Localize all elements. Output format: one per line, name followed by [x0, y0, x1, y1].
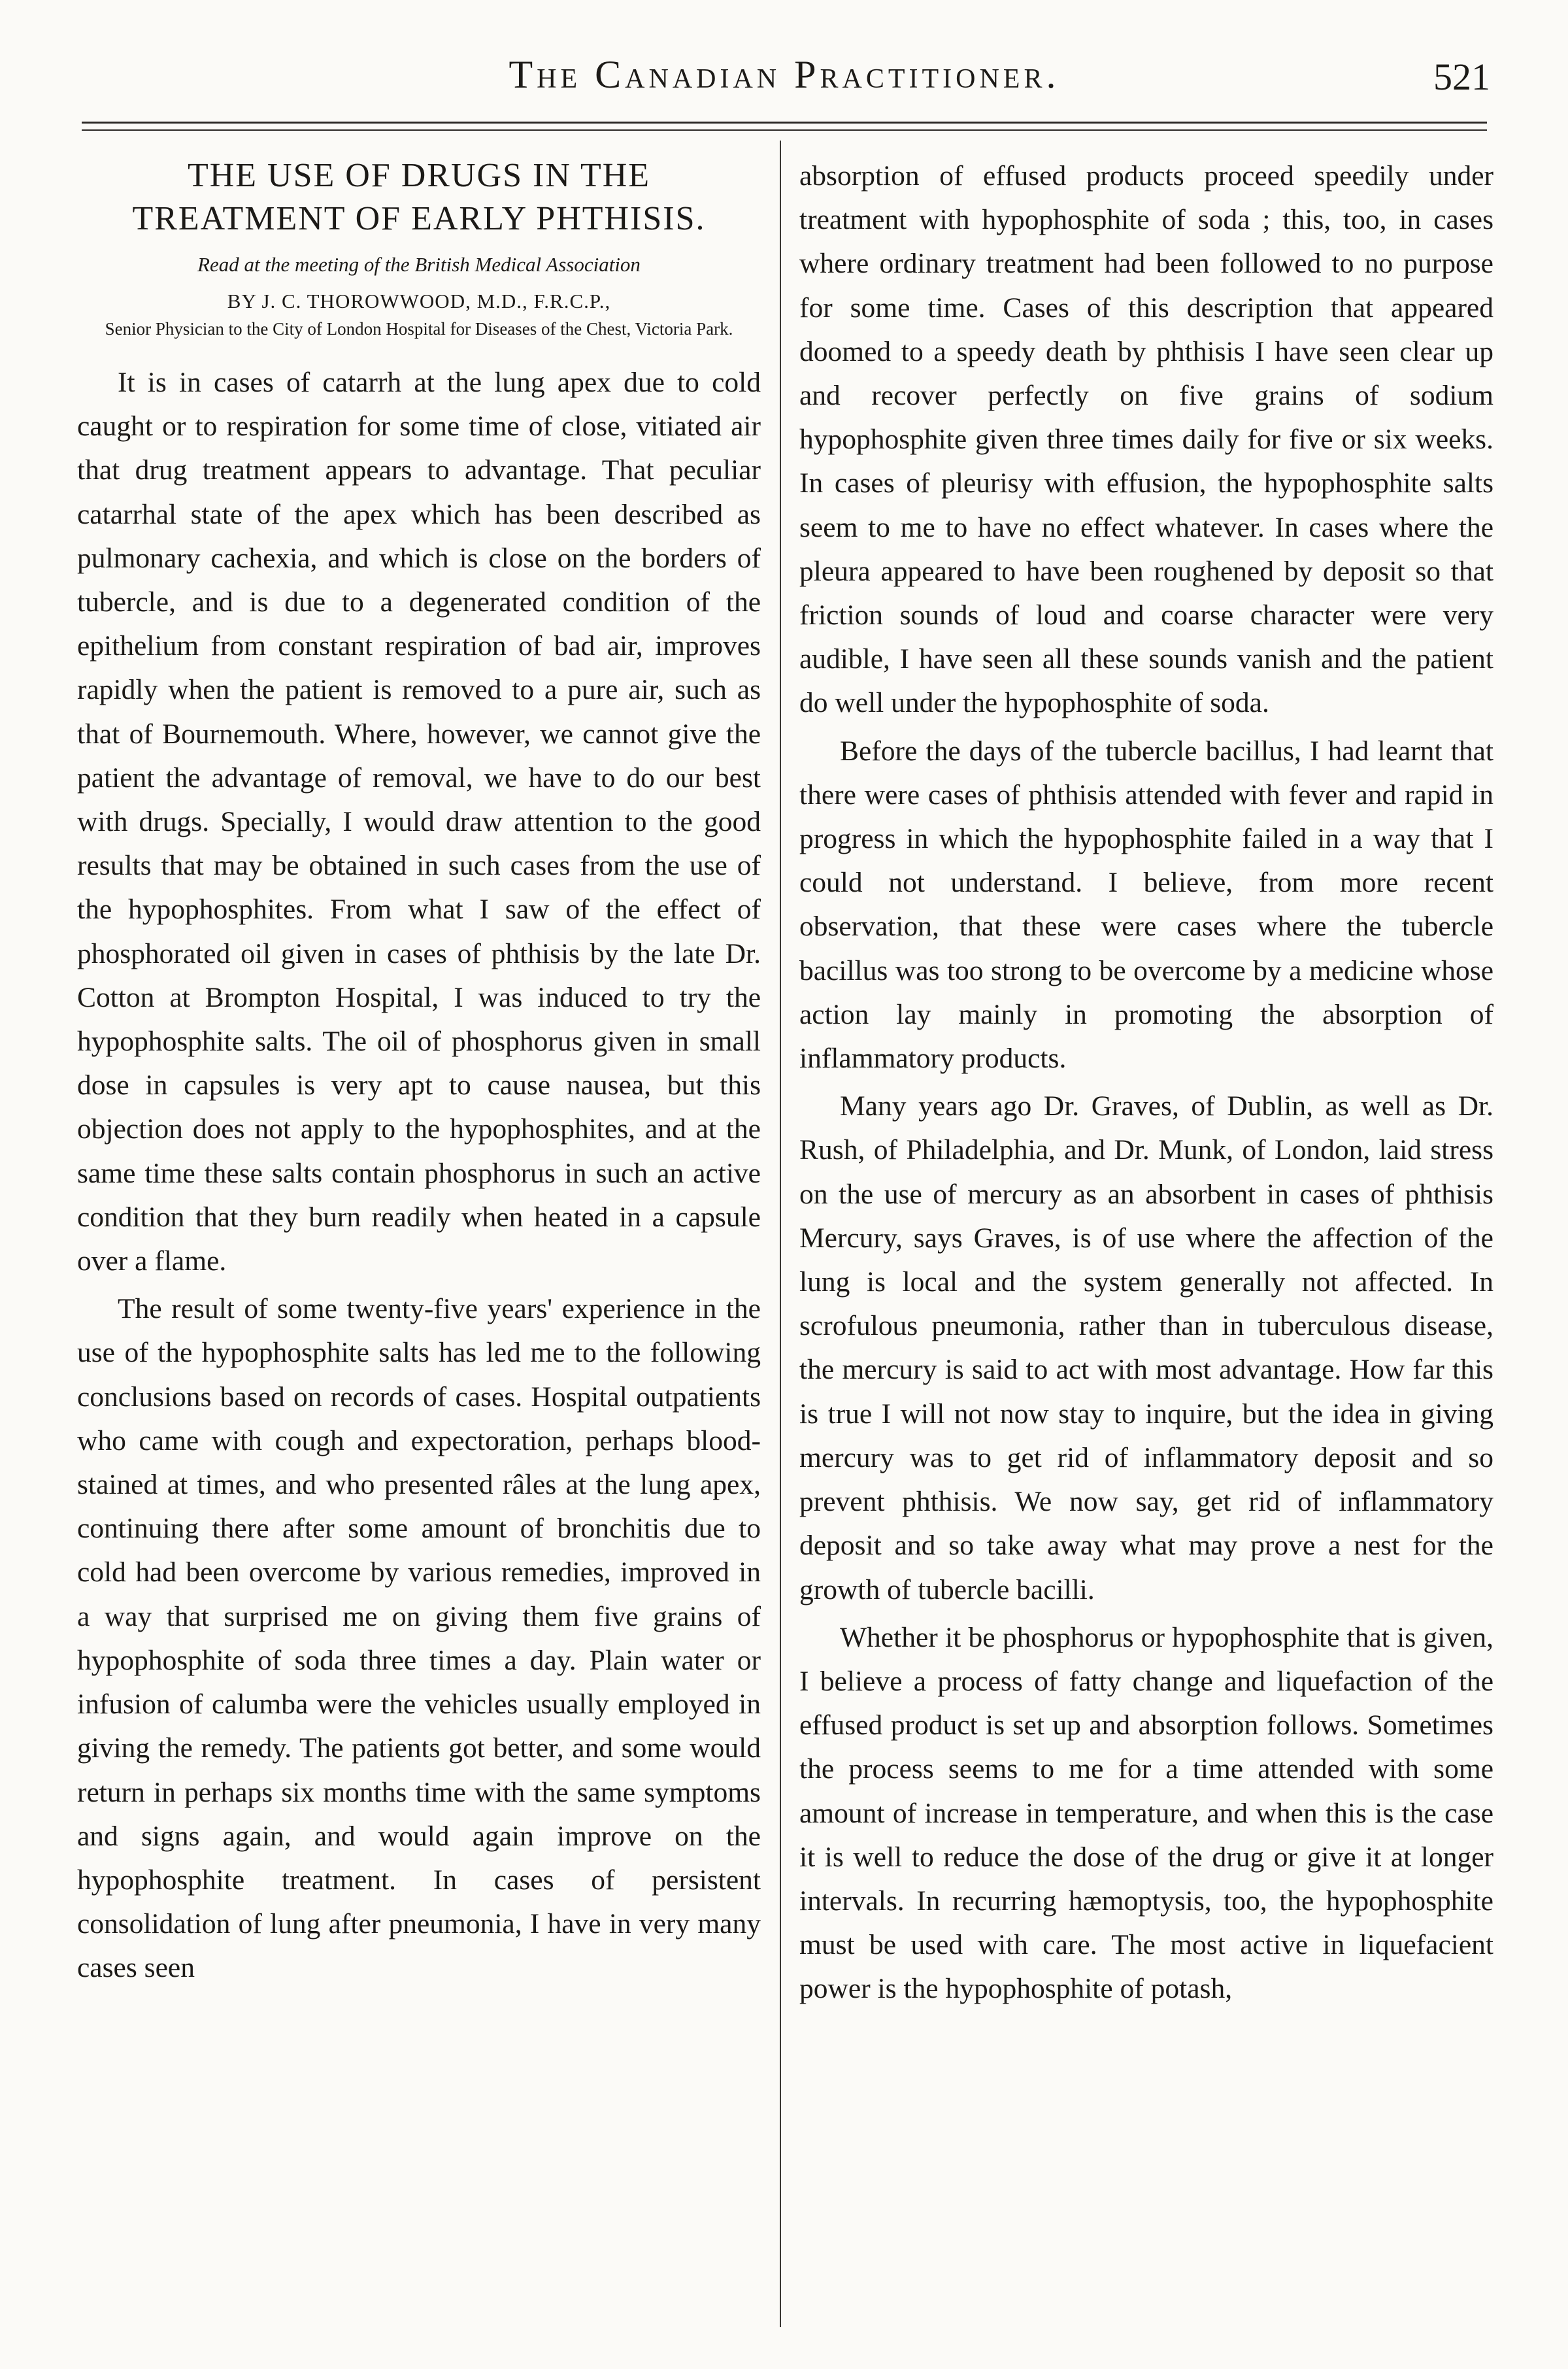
author-affiliation: Senior Physician to the City of London Hospital for Diseases of the Chest, Victoria Park.	[105, 319, 733, 339]
running-title: The Canadian Practitioner.	[509, 53, 1060, 96]
read-at-note: Read at the meeting of the British Medical Association	[197, 253, 641, 276]
right-column	[799, 154, 1493, 2011]
author-byline: BY J. C. THOROWWOOD, M.D., F.R.C.P.,	[227, 290, 611, 312]
body-paragraph: absorption of effused products proceed speedily under treatment with hypophosphite of soda ; this, too, in cases where ordinary treatment had been followed to no purpose for some time. Cases of this description that appeared doomed to a speedy death by phthisis I have seen clear up and recover perfectly on five grains of sodium hypophosphite given three times daily for five or six weeks. In cases of pleurisy with effusion, the hypophosphite salts seem to me to have no effect whatever. In cases where the pleura appeared to have been roughened by deposit so that friction sounds of loud and coarse character were very audible, I have seen all these sounds vanish and the patient do well under the hypophosphite of soda.	[799, 160, 1493, 719]
left-column	[77, 154, 761, 1991]
body-paragraph: Whether it be phosphorus or hypophosphite that is given, I believe a process of fatty change and liquefaction of the effused product is set up and absorption follows. Sometimes the process seems to me for a time attended with some amount of increase in temperature, and when this is the case it is well to reduce the dose of the drug or give it at longer intervals. In recurring hæmoptysis, too, the hypophosphite must be used with care. The most active in liquefacient power is the hypophosphite of potash,	[799, 1621, 1493, 2005]
page-number: 521	[1433, 56, 1490, 98]
article-title: THE USE OF DRUGS IN THE TREATMENT OF EARLY PHTHISIS.	[132, 157, 706, 237]
header-rule-secondary	[82, 129, 1487, 131]
body-paragraph: It is in cases of catarrh at the lung apex due to cold caught or to respiration for some time of close, vitiated air that drug treatment appears to advantage. That peculiar catarrhal state of the apex which has been described as pulmonary cachexia, and which is close on the borders of tubercle, and is due to a degenerated condition of the epithelium from constant respiration of bad air, improves rapidly when the patient is removed to a pure air, such as that of Bournemouth. Where, however, we cannot give the patient the advantage of removal, we have to do our best with drugs. Specially, I would draw attention to the good results that may be obtained in such cases from the use of the hypophosphites. From what I saw of the effect of phosphorated oil given in cases of phthisis by the late Dr. Cotton at Brompton Hospital, I was induced to try the hypophosphite salts. The oil of phosphorus given in small dose in capsules is very apt to cause nausea, but this objection does not apply to the hypophosphites, and at the same time these salts contain phosphorus in such an active condition that they burn readily when heated in a capsule over a flame.	[77, 367, 761, 1277]
body-paragraph: Before the days of the tubercle bacillus, I had learnt that there were cases of phthisis attended with fever and rapid in progress in which the hypophosphite failed in a way that I could not understand. I believe, from more recent observation, that these were cases where the tubercle bacillus was too strong to be overcome by a medicine whose action lay mainly in promoting the absorption of inflammatory products.	[799, 735, 1493, 1075]
column-divider	[780, 141, 781, 2327]
body-paragraph: Many years ago Dr. Graves, of Dublin, as well as Dr. Rush, of Philadelphia, and Dr. Munk, of London, laid stress on the use of mercury as an absorbent in cases of phthisis Mercury, says Graves, is of use where the affection of the lung is local and the system generally not affected. In scrofulous pneumonia, rather than in tuberculous disease, the mercury is said to act with most advantage. How far this is true I will not now stay to inquire, but the idea in giving mercury was to get rid of inflammatory deposit and so prevent phthisis. We now say, get rid of inflammatory deposit and so take away what may prove a nest for the growth of tubercle bacilli.	[799, 1090, 1493, 1605]
header-rule	[82, 122, 1487, 124]
body-paragraph: The result of some twenty-five years' experience in the use of the hypophosphite salts has led me to the following conclusions based on records of cases. Hospital outpatients who came with cough and expectoration, perhaps blood-stained at times, and who presented râles at the lung apex, continuing there after some amount of bronchitis due to cold had been overcome by various remedies, improved in a way that surprised me on giving them five grains of hypophosphite of soda three times a day. Plain water or infusion of calumba were the vehicles usually employed in giving the remedy. The patients got better, and some would return in perhaps six months time with the same symptoms and signs again, and would again improve on the hypophosphite treatment. In cases of persistent consolidation of lung after pneumonia, I have in very many cases seen	[77, 1293, 761, 1984]
page-header	[78, 52, 1490, 111]
